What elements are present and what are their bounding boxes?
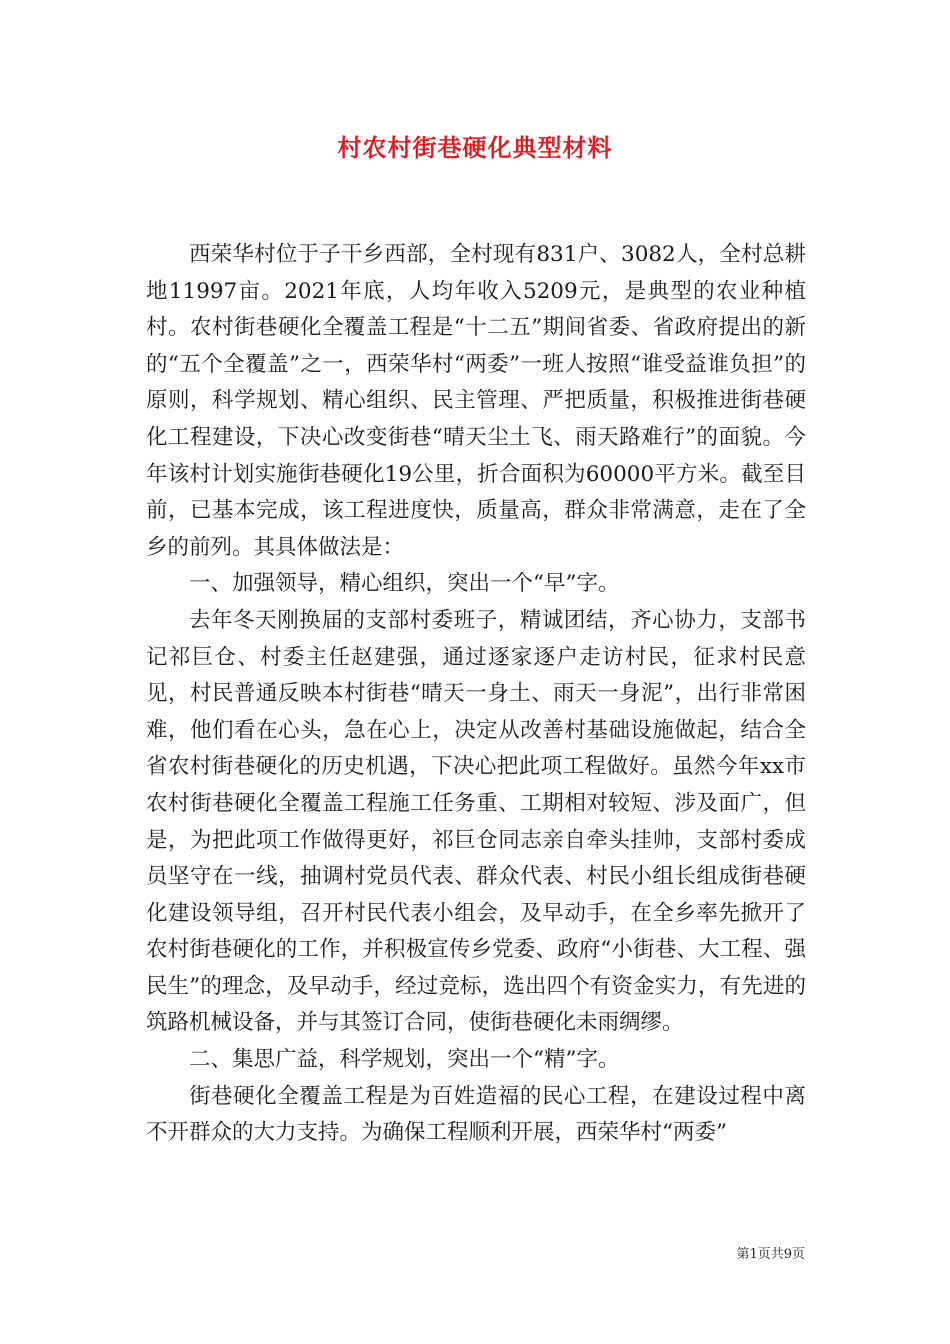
- paragraph-intro: 西荣华村位于子干乡西部，全村现有831户、3082人，全村总耕地11997亩。2021年底，人均年收入5209元，是典型的农业种植村。农村街巷硬化全覆盖工程是“十二五”期间省委、省政府提出的新的“五个全覆盖”之一，西荣华村“两委”一班人按照“谁受益谁负担”的原则，科学规划、精心组织、民主管理、严把质量，积极推进街巷硬化工程建设，下决心改变街巷“晴天尘土飞、雨天路难行”的面貌。今年该村计划实施街巷硬化19公里，折合面积为60000平方米。截至目前，已基本完成，该工程进度快，质量高，群众非常满意，走在了全乡的前列。其具体做法是：: [146, 242, 806, 560]
- section-heading-2: 二、集思广益，科学规划，突出一个“精”字。: [189, 1047, 620, 1073]
- paragraph-section-1: 去年冬天刚换届的支部村委班子，精诚团结，齐心协力，支部书记祁巨仓、村委主任赵建强，通过逐家逐户走访村民，征求村民意见，村民普通反映本村街巷“晴天一身土、雨天一身泥”，出行非常困难，他们看在心头，急在心上，决定从改善村基础设施做起，结合全省农村街巷硬化的历史机遇，下决心把此项工程做好。虽然今年xx市农村街巷硬化全覆盖工程施工任务重、工期相对较短、涉及面广，但是，为把此项工作做得更好，祁巨仓同志亲自牵头挂帅，支部村委成员坚守在一线，抽调村党员代表、群众代表、村民小组长组成街巷硬化建设领导组，召开村民代表小组会，及早动手，在全乡率先掀开了农村街巷硬化的工作，并积极宣传乡党委、政府“小街巷、大工程、强民生”的理念，及早动手，经过竞标，选出四个有资金实力，有先进的筑路机械设备，并与其签订合同，使街巷硬化未雨绸缪。: [146, 607, 806, 1036]
- document-title: 村农村街巷硬化典型材料: [337, 133, 613, 162]
- document-body: [146, 237, 806, 1152]
- section-heading-1: 一、加强领导，精心组织，突出一个“早”字。: [189, 571, 620, 597]
- page-number: 第1页共9页: [736, 1247, 805, 1262]
- paragraph-section-2: 街巷硬化全覆盖工程是为百姓造福的民心工程，在建设过程中离不开群众的大力支持。为确保工程顺利开展，西荣华村“两委”: [146, 1083, 806, 1146]
